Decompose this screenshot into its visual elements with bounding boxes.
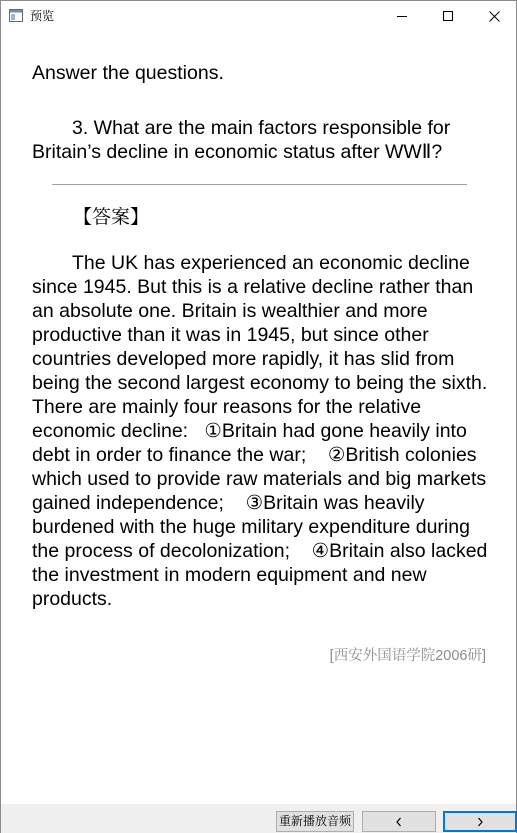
divider <box>52 184 467 185</box>
close-button[interactable] <box>471 1 517 31</box>
close-icon <box>489 11 500 22</box>
title-bar[interactable] <box>1 1 516 31</box>
chevron-left-icon <box>395 817 403 827</box>
window-app-icon <box>9 9 23 22</box>
answer-text: The UK has experienced an economic decline since 1945. But this is a relative decline rather than an absolute one. Britain is wealthier and more productive than it was in 1945, but since other countries developed more rapidly, it has slid from being the second largest economy to being the sixth. There are mainly four reasons for the relative economic decline: ①Britain had gone heavily into debt in order to finance the war; ②British colonies which used to provide raw materials and big markets gained independence; ③Britain was heavily burdened with the huge military expenditure during the process of decolonization; ④Britain also lacked the investment in modern equipment and new products. <box>32 252 488 610</box>
previous-button[interactable] <box>362 811 436 832</box>
question-text: 3. What are the main factors responsible for Britain’s decline in economic status after WWⅡ? <box>32 117 451 163</box>
window-title: 预览 <box>30 9 55 23</box>
minimize-button[interactable] <box>379 1 425 31</box>
source-citation: [西安外国语学院2006研] <box>329 648 486 664</box>
next-button[interactable] <box>443 811 517 832</box>
bottom-toolbar <box>1 804 516 833</box>
intro-text: Answer the questions. <box>32 62 224 84</box>
maximize-icon <box>443 11 453 21</box>
maximize-button[interactable] <box>425 1 471 31</box>
replay-audio-button[interactable]: 重新播放音频 <box>276 811 354 832</box>
chevron-right-icon <box>476 817 484 827</box>
minimize-icon <box>397 11 407 21</box>
answer-label: 【答案】 <box>73 206 150 228</box>
